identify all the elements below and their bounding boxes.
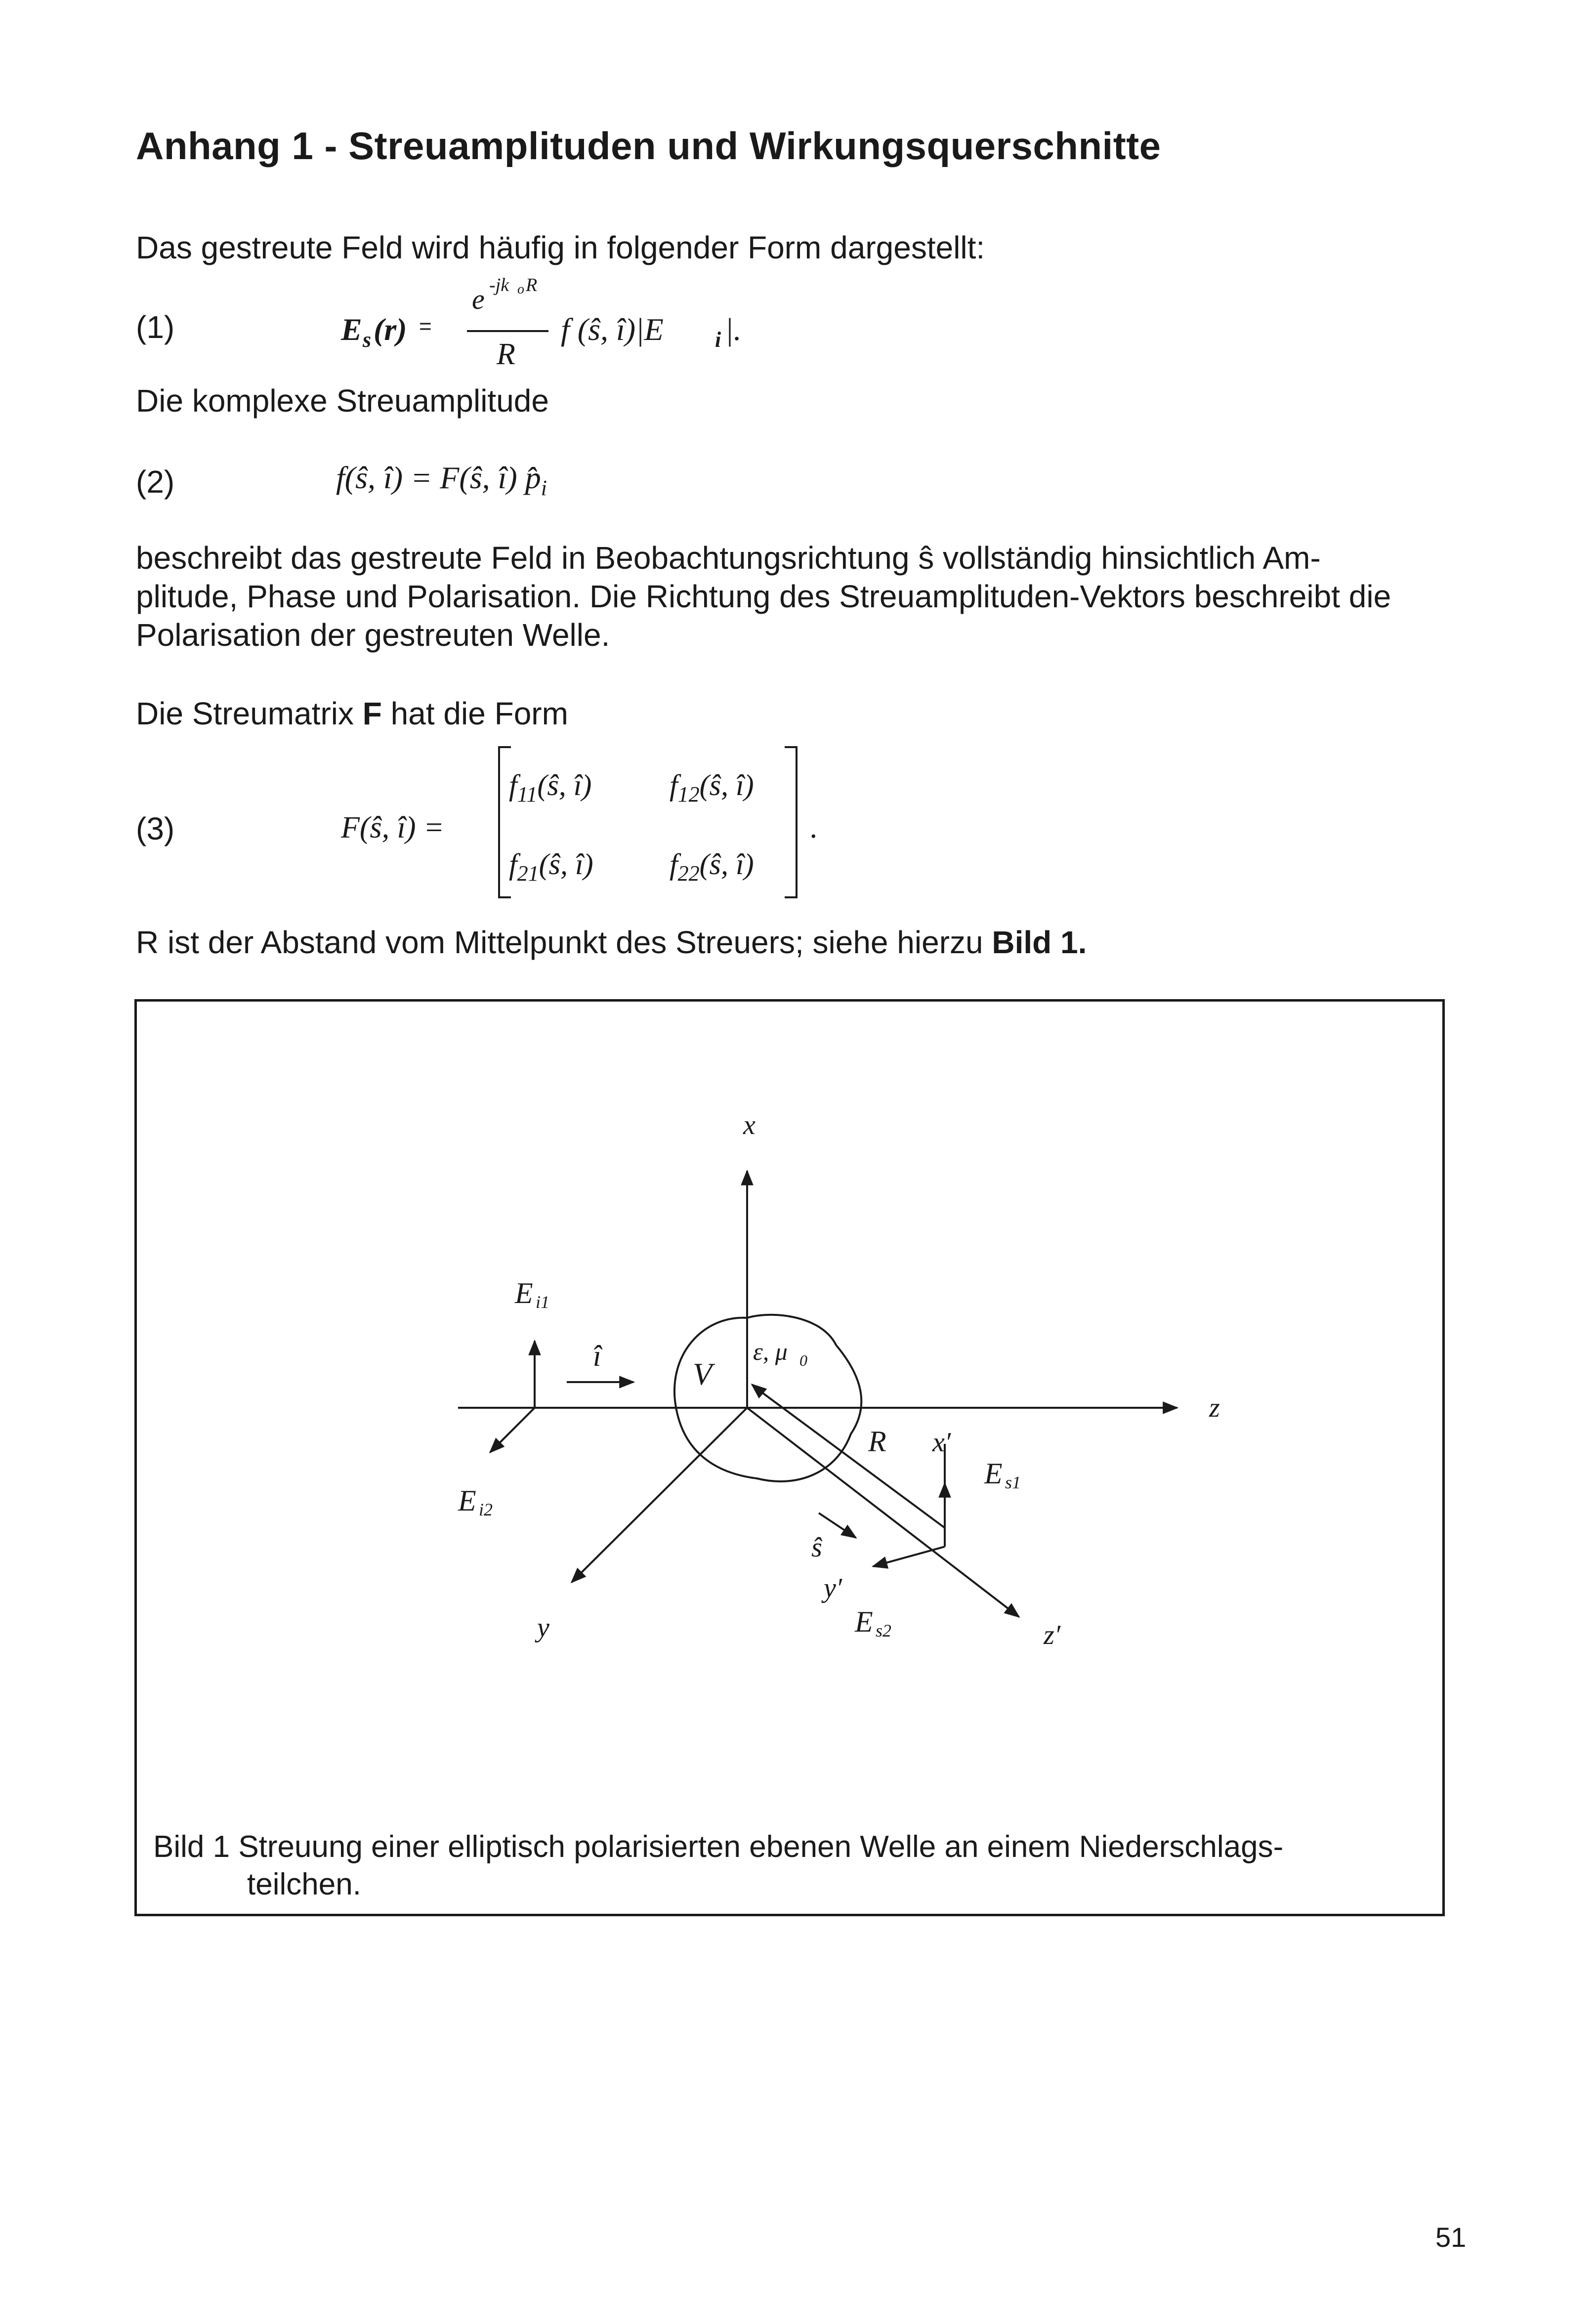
eq1-lhs-sub: s [363,328,372,352]
label-Es2: E [855,1605,873,1638]
page-number: 51 [1435,2222,1467,2253]
equation-2 [336,460,547,501]
figure-caption [153,1828,1283,1903]
equation-1 [341,275,786,380]
label-x: x [743,1110,756,1140]
R-vector-line [758,1389,945,1528]
description-line-1: beschreibt das gestreute Feld in Beobachtungsrichtung ŝ vollständig hinsichtlich Am- [136,540,1321,576]
label-z-prime: z′ [1044,1620,1061,1650]
page-title: Anhang 1 - Streuamplituden und Wirkungsquerschnitte [136,124,1161,168]
eq1-numerator: e [472,283,485,315]
eq1-denominator: R [497,337,515,371]
matrix-cell-11: $f_{11}(ŝ$, î) [509,769,592,806]
label-Ei1: E [515,1277,533,1309]
caption-line-2: teilchen. [247,1867,361,1901]
matrix-intro-post: hat die Form [381,696,568,731]
eq1-rhs-tail: |. [725,312,742,347]
label-eps-mu: ε, μ [753,1338,788,1365]
description-line-2: plitude, Phase und Polarisation. Die Richtung des Streuamplituden-Vektors beschreibt die [136,579,1391,614]
equation-3 [341,741,835,904]
label-s-hat: ŝ [811,1532,822,1563]
intro-text: Das gestreute Feld wird häufig in folgender Form dargestellt: [136,230,985,265]
Es2-vector [873,1547,945,1566]
eq1-numerator-exp-tail: R [526,275,538,295]
matrix-intro [136,694,568,733]
matrix-cell-22: $f_{22}(ŝ$, î) [670,848,754,885]
eq1-numerator-exp: -jk [489,275,509,295]
label-y: y [537,1612,549,1643]
equation-3-number: (3) [136,811,175,846]
label-y-prime: y′ [824,1573,842,1603]
eq1-lhs-arg: (r) [374,312,407,347]
y-axis [572,1408,747,1582]
eq2-text: f(ŝ, î) = F(ŝ, î) p̂ [336,460,541,495]
streuamplitude-label: Die komplexe Streuamplitude [136,383,549,419]
matrix-intro-bold: F [362,696,382,731]
distance-pre: R ist der Abstand vom Mittelpunkt des Streuers; siehe hierzu [136,925,992,960]
label-i-hat: î [593,1340,601,1372]
eq1-rhs-sub: i [715,328,721,352]
label-Es2-sub: s2 [876,1621,892,1641]
label-Ei1-sub: i1 [536,1292,550,1312]
label-Es1: E [984,1457,1003,1490]
label-z: z [1209,1392,1220,1423]
eq1-rhs: f (ŝ, î)|E [561,312,664,347]
label-Ei2: E [458,1484,476,1517]
equation-1-number: (1) [136,309,175,345]
matrix-cell-12: $f_{12}(ŝ$, î) [670,769,754,806]
eq3-lhs: F(ŝ, î) = [341,811,444,844]
matrix-intro-pre: Die Streumatrix [136,696,363,731]
label-V: V [693,1356,713,1391]
eq2-sub: i [541,475,547,500]
equation-2-number: (2) [136,464,175,500]
R-arrowhead [752,1385,758,1389]
matrix-cell-21: $f_{21}(ŝ$, î) [509,848,593,885]
eq3-tail: . [810,811,818,844]
label-R: R [868,1425,886,1458]
eq1-fraction-bar [467,330,548,332]
matrix-right-bracket [785,746,798,898]
label-eps-mu-sub: 0 [799,1351,807,1369]
distance-text [136,923,1087,962]
eq1-equals: = [419,314,432,338]
label-x-prime: x′ [932,1427,951,1458]
label-Ei2-sub: i2 [479,1500,493,1519]
Ei2-vector [490,1408,535,1452]
caption-line-1: Bild 1 Streuung einer elliptisch polarisierten ebenen Welle an einem Niederschlags- [153,1830,1284,1864]
description-line-3: Polarisation der gestreuten Welle. [136,617,610,653]
distance-bold: Bild 1. [992,925,1087,960]
eq1-lhs: E [341,312,362,347]
s-hat-arrow [819,1513,856,1538]
scattering-diagram [134,999,1445,1819]
eq1-numerator-exp-sub: o [517,282,524,297]
label-Es1-sub: s1 [1005,1473,1021,1492]
